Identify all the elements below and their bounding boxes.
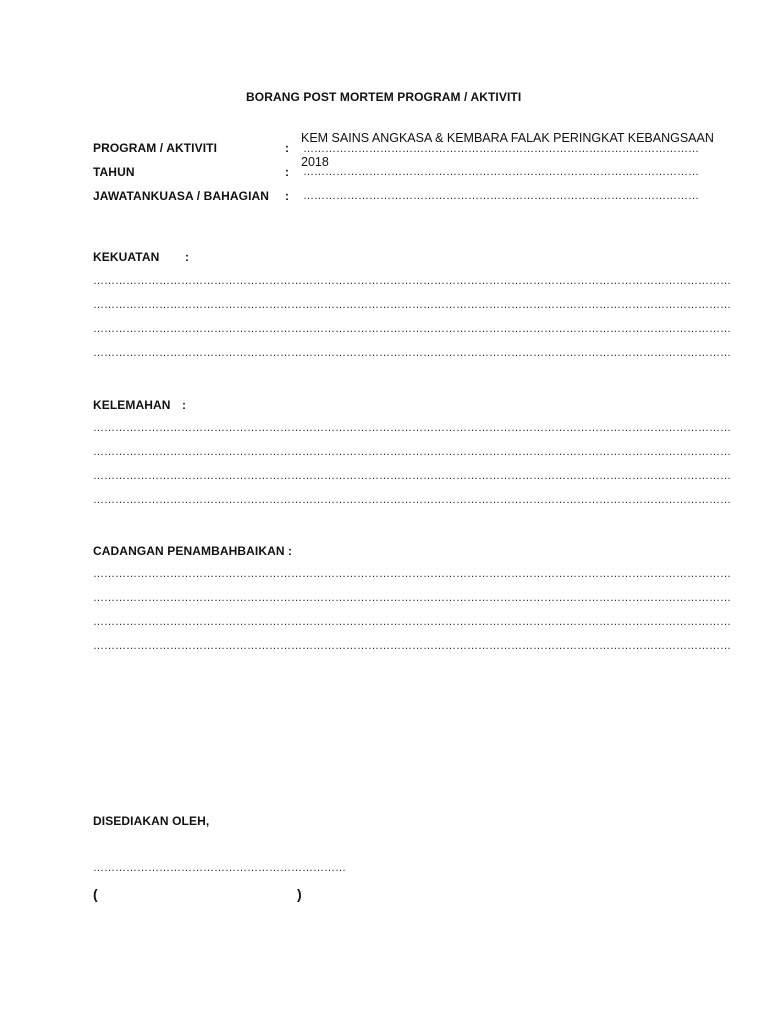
prepared-by-label: DISEDIAKAN OLEH,	[93, 814, 210, 828]
line-kelemahan-3: …………………………………………………………………………………………………………………………………………………………	[93, 470, 731, 482]
line-kekuatan-2: …………………………………………………………………………………………………………………………………………………………	[93, 299, 731, 311]
line-kekuatan-4: …………………………………………………………………………………………………………………………………………………………	[93, 347, 731, 359]
name-close-paren: )	[297, 886, 302, 902]
line-cadangan-2: …………………………………………………………………………………………………………………………………………………………	[93, 592, 731, 604]
line-cadangan-4: …………………………………………………………………………………………………………………………………………………………	[93, 640, 731, 652]
line-kelemahan-1: …………………………………………………………………………………………………………………………………………………………	[93, 422, 731, 434]
line-cadangan-3: …………………………………………………………………………………………………………………………………………………………	[93, 616, 731, 628]
field-label-tahun: TAHUN	[93, 165, 135, 179]
field-colon-jawatankuasa: :	[285, 189, 290, 203]
line-kekuatan-1: …………………………………………………………………………………………………………………………………………………………	[93, 275, 731, 287]
field-colon-tahun: :	[285, 165, 290, 179]
field-label-program: PROGRAM / AKTIVITI	[93, 141, 218, 155]
section-colon-kelemahan: :	[182, 398, 187, 412]
form-title: BORANG POST MORTEM PROGRAM / AKTIVITI	[246, 90, 522, 104]
signature-line: ……………………………………………………………	[93, 862, 346, 874]
section-label-kekuatan: KEKUATAN	[93, 250, 160, 264]
field-dots-tahun: ………………………………………………………………………………………………	[303, 166, 699, 178]
section-label-cadangan: CADANGAN PENAMBAHBAIKAN :	[93, 544, 293, 558]
field-colon-program: :	[285, 141, 290, 155]
line-cadangan-1: …………………………………………………………………………………………………………………………………………………………	[93, 568, 731, 580]
field-dots-program: ………………………………………………………………………………………………	[303, 143, 699, 155]
field-value-program: KEM SAINS ANGKASA & KEMBARA FALAK PERINGKAT KEBANGSAAN	[301, 131, 714, 145]
field-dots-jawatankuasa: ………………………………………………………………………………………………	[303, 190, 699, 202]
line-kelemahan-4: …………………………………………………………………………………………………………………………………………………………	[93, 494, 731, 506]
section-label-kelemahan: KELEMAHAN	[93, 398, 171, 412]
name-open-paren: (	[93, 886, 98, 902]
field-label-jawatankuasa: JAWATANKUASA / BAHAGIAN	[93, 189, 270, 203]
line-kekuatan-3: …………………………………………………………………………………………………………………………………………………………	[93, 323, 731, 335]
field-value-tahun: 2018	[301, 155, 329, 169]
line-kelemahan-2: …………………………………………………………………………………………………………………………………………………………	[93, 446, 731, 458]
section-colon-kekuatan: :	[185, 250, 190, 264]
